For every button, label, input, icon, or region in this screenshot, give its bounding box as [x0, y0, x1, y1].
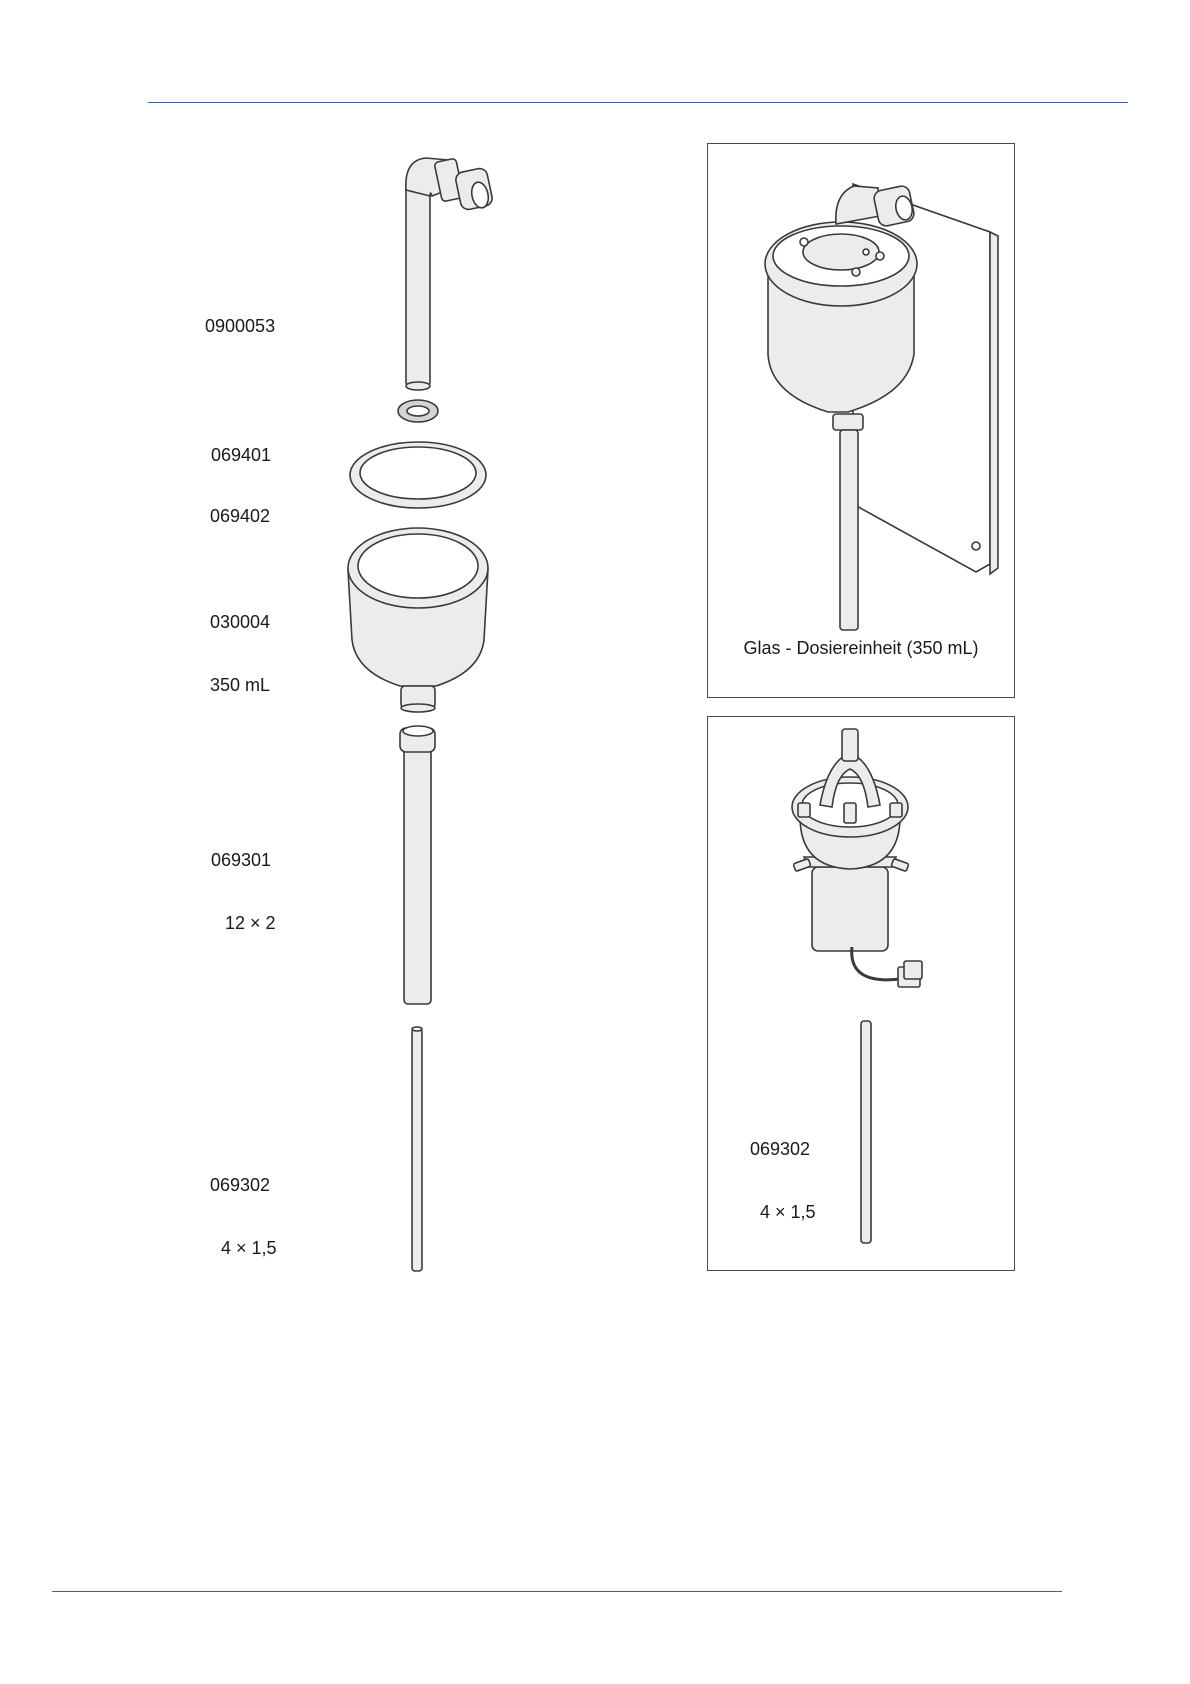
- part-spec: 4 × 1,5: [221, 1238, 277, 1258]
- dosing-pump-unit-panel: [707, 716, 1015, 1271]
- part-code: 0900053: [205, 316, 276, 336]
- panel-caption: Glas - Dosiereinheit (350 mL): [743, 638, 979, 658]
- part-code: 069402: [210, 506, 271, 526]
- footer-rule: [52, 1591, 1062, 1592]
- small-oring-part: [398, 400, 438, 422]
- part-spec: 4 × 1,5: [760, 1202, 816, 1222]
- part-spec: 12 × 2: [225, 913, 276, 933]
- large-seal-ring-part: [350, 442, 486, 508]
- elbow-tube-part: [406, 158, 494, 390]
- outer-tube-part: [400, 726, 435, 1004]
- glass-funnel-part: [348, 528, 488, 712]
- glass-dosing-unit-panel: [707, 143, 1015, 698]
- panel-part-label: [750, 1097, 816, 1265]
- inner-tube-part: [412, 1027, 422, 1271]
- part-code: 030004: [210, 612, 271, 632]
- part-code: 069302: [750, 1139, 811, 1159]
- part-code: 069401: [211, 445, 272, 465]
- glass-dosing-unit-drawing: [708, 144, 1014, 697]
- part-code: 069302: [210, 1175, 271, 1195]
- part-code: 069301: [211, 850, 272, 870]
- part-spec: 350 mL: [210, 675, 271, 695]
